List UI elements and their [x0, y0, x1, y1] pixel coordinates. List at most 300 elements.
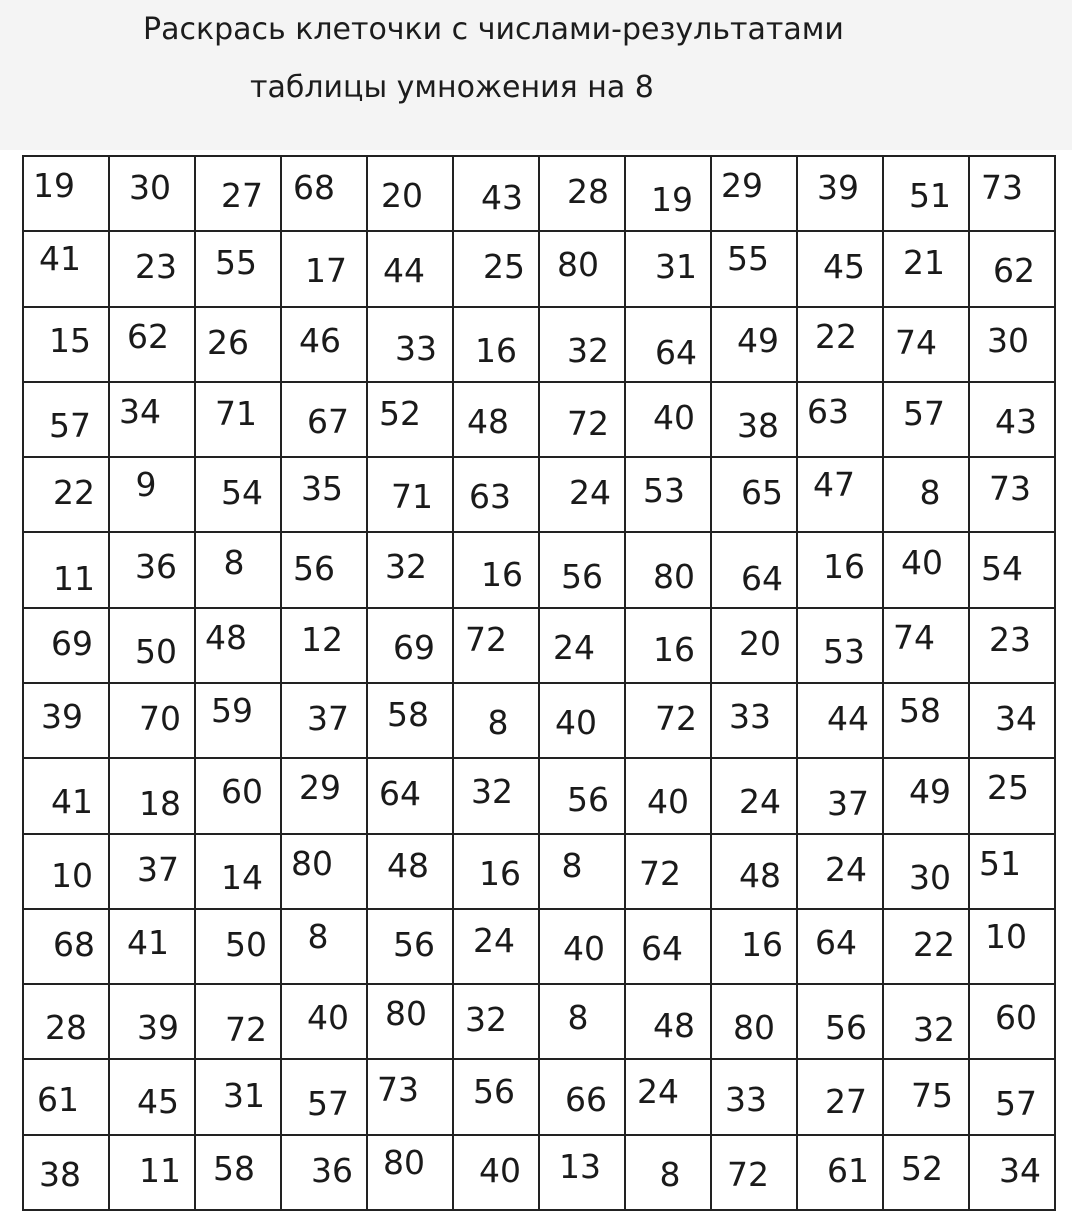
grid-cell[interactable]: [540, 232, 626, 307]
cell-number: 20: [381, 176, 423, 216]
grid-cell[interactable]: [970, 232, 1056, 307]
cell-number: 18: [139, 784, 181, 824]
cell-number: 34: [119, 391, 161, 431]
cell-number: 62: [993, 251, 1035, 291]
grid-cell[interactable]: [626, 759, 712, 834]
cell-number: 22: [53, 473, 95, 513]
grid-cell[interactable]: [282, 533, 368, 608]
cell-number: 13: [559, 1146, 601, 1186]
grid-cell[interactable]: [24, 533, 110, 608]
cell-number: 31: [655, 247, 697, 287]
grid-cell[interactable]: [24, 609, 110, 684]
grid-cell[interactable]: [712, 383, 798, 458]
grid-cell[interactable]: [970, 383, 1056, 458]
grid-cell[interactable]: [368, 609, 454, 684]
cell-number: 14: [221, 857, 263, 897]
cell-number: 16: [653, 629, 695, 669]
cell-number: 48: [467, 401, 509, 441]
grid-cell[interactable]: [196, 835, 282, 910]
grid-cell[interactable]: [110, 533, 196, 608]
cell-number: 61: [827, 1150, 869, 1190]
grid-cell[interactable]: [626, 533, 712, 608]
grid-cell[interactable]: [798, 985, 884, 1060]
grid-cell[interactable]: [884, 684, 970, 759]
grid-cell[interactable]: [540, 1060, 626, 1135]
grid-cell[interactable]: [368, 458, 454, 533]
cell-number: 60: [995, 998, 1037, 1038]
grid-cell[interactable]: [798, 458, 884, 533]
grid-cell[interactable]: [798, 910, 884, 985]
cell-number: 71: [391, 477, 433, 517]
grid-cell[interactable]: [712, 157, 798, 232]
cell-number: 8: [307, 916, 329, 956]
cell-number: 49: [909, 772, 951, 812]
cell-number: 73: [981, 168, 1023, 208]
cell-number: 48: [739, 855, 781, 895]
cell-number: 54: [221, 473, 263, 513]
grid-cell[interactable]: [110, 157, 196, 232]
cell-number: 30: [909, 857, 951, 897]
cell-number: 44: [827, 699, 869, 739]
grid-cell[interactable]: [24, 458, 110, 533]
grid-cell[interactable]: [540, 458, 626, 533]
cell-number: 71: [215, 393, 257, 433]
grid-cell[interactable]: [970, 157, 1056, 232]
grid-cell[interactable]: [196, 1136, 282, 1211]
title-line-1: Раскрась клеточки с числами-результатами: [143, 12, 844, 47]
grid-cell[interactable]: [24, 835, 110, 910]
cell-number: 32: [465, 1000, 507, 1040]
grid-cell[interactable]: [368, 1136, 454, 1211]
grid-cell[interactable]: [970, 910, 1056, 985]
cell-number: 72: [727, 1154, 769, 1194]
grid-cell[interactable]: [540, 609, 626, 684]
cell-number: 24: [553, 627, 595, 667]
cell-number: 17: [305, 251, 347, 291]
grid-cell[interactable]: [110, 308, 196, 383]
grid-cell[interactable]: [884, 910, 970, 985]
cell-number: 40: [555, 703, 597, 743]
cell-number: 64: [641, 928, 683, 968]
cell-number: 22: [913, 924, 955, 964]
grid-cell[interactable]: [24, 1060, 110, 1135]
cell-number: 60: [221, 772, 263, 812]
cell-number: 12: [301, 619, 343, 659]
cell-number: 30: [129, 168, 171, 208]
cell-number: 32: [567, 330, 609, 370]
cell-number: 23: [135, 247, 177, 287]
cell-number: 73: [989, 469, 1031, 509]
cell-number: 80: [733, 1008, 775, 1048]
grid-cell[interactable]: [970, 458, 1056, 533]
cell-number: 57: [307, 1083, 349, 1123]
cell-number: 32: [913, 1010, 955, 1050]
grid-cell[interactable]: [540, 684, 626, 759]
grid-cell[interactable]: [884, 383, 970, 458]
grid-cell[interactable]: [196, 759, 282, 834]
grid-cell[interactable]: [196, 383, 282, 458]
cell-number: 72: [465, 619, 507, 659]
grid-cell[interactable]: [540, 533, 626, 608]
grid-cell[interactable]: [282, 985, 368, 1060]
cell-number: 33: [725, 1079, 767, 1119]
grid-cell[interactable]: [24, 759, 110, 834]
grid-cell[interactable]: [712, 1060, 798, 1135]
grid-cell[interactable]: [798, 232, 884, 307]
grid-cell[interactable]: [626, 1136, 712, 1211]
cell-number: 47: [813, 465, 855, 505]
grid-cell[interactable]: [970, 1060, 1056, 1135]
cell-number: 68: [293, 168, 335, 208]
grid-cell[interactable]: [24, 383, 110, 458]
grid-cell[interactable]: [196, 533, 282, 608]
cell-number: 21: [903, 243, 945, 283]
cell-number: 72: [639, 853, 681, 893]
grid-cell[interactable]: [282, 835, 368, 910]
cell-number: 74: [895, 322, 937, 362]
grid-cell[interactable]: [540, 985, 626, 1060]
cell-number: 80: [291, 843, 333, 883]
grid-cell[interactable]: [970, 684, 1056, 759]
cell-number: 68: [53, 924, 95, 964]
grid-cell[interactable]: [540, 1136, 626, 1211]
cell-number: 74: [893, 617, 935, 657]
cell-number: 63: [469, 477, 511, 517]
grid-cell[interactable]: [712, 308, 798, 383]
cell-number: 40: [307, 998, 349, 1038]
grid-cell[interactable]: [884, 985, 970, 1060]
cell-number: 56: [561, 556, 603, 596]
cell-number: 62: [127, 316, 169, 356]
cell-number: 72: [225, 1010, 267, 1050]
grid-cell[interactable]: [798, 684, 884, 759]
grid-cell[interactable]: [712, 533, 798, 608]
grid-cell[interactable]: [368, 232, 454, 307]
grid-cell[interactable]: [24, 308, 110, 383]
cell-number: 24: [825, 849, 867, 889]
grid-cell[interactable]: [798, 759, 884, 834]
grid-cell[interactable]: [110, 1136, 196, 1211]
grid-cell[interactable]: [368, 1060, 454, 1135]
cell-number: 36: [135, 546, 177, 586]
cell-number: 40: [901, 542, 943, 582]
cell-number: 64: [815, 922, 857, 962]
grid-cell[interactable]: [24, 232, 110, 307]
cell-number: 37: [827, 784, 869, 824]
grid-cell[interactable]: [884, 835, 970, 910]
grid-cell[interactable]: [540, 383, 626, 458]
cell-number: 80: [557, 245, 599, 285]
cell-number: 8: [659, 1154, 681, 1194]
cell-number: 58: [213, 1148, 255, 1188]
cell-number: 22: [815, 316, 857, 356]
grid-cell[interactable]: [454, 533, 540, 608]
grid-cell[interactable]: [110, 383, 196, 458]
grid-cell[interactable]: [454, 232, 540, 307]
grid-cell[interactable]: [282, 232, 368, 307]
cell-number: 20: [739, 623, 781, 663]
grid-cell[interactable]: [540, 910, 626, 985]
grid-cell[interactable]: [626, 157, 712, 232]
grid-cell[interactable]: [970, 759, 1056, 834]
grid-cell[interactable]: [110, 1060, 196, 1135]
cell-number: 53: [643, 471, 685, 511]
number-grid: [22, 155, 1056, 1211]
cell-number: 70: [139, 699, 181, 739]
grid-cell[interactable]: [368, 835, 454, 910]
cell-number: 8: [561, 845, 583, 885]
grid-cell[interactable]: [368, 157, 454, 232]
cell-number: 45: [137, 1081, 179, 1121]
grid-cell[interactable]: [110, 759, 196, 834]
cell-number: 16: [823, 546, 865, 586]
grid-cell[interactable]: [454, 609, 540, 684]
cell-number: 52: [379, 393, 421, 433]
cell-number: 24: [569, 473, 611, 513]
grid-cell[interactable]: [196, 1060, 282, 1135]
cell-number: 8: [567, 998, 589, 1038]
cell-number: 52: [901, 1148, 943, 1188]
cell-number: 58: [899, 691, 941, 731]
cell-number: 40: [653, 397, 695, 437]
cell-number: 34: [995, 699, 1037, 739]
grid-cell[interactable]: [454, 1136, 540, 1211]
grid-cell[interactable]: [712, 232, 798, 307]
grid-cell[interactable]: [454, 157, 540, 232]
cell-number: 11: [139, 1150, 181, 1190]
grid-cell[interactable]: [626, 609, 712, 684]
grid-cell[interactable]: [282, 308, 368, 383]
grid-cell[interactable]: [282, 910, 368, 985]
grid-cell[interactable]: [454, 383, 540, 458]
grid-cell[interactable]: [110, 835, 196, 910]
cell-number: 80: [385, 994, 427, 1034]
grid-cell[interactable]: [24, 684, 110, 759]
grid-cell[interactable]: [970, 609, 1056, 684]
cell-number: 48: [387, 845, 429, 885]
cell-number: 64: [379, 774, 421, 814]
grid-cell[interactable]: [712, 985, 798, 1060]
grid-cell[interactable]: [712, 835, 798, 910]
grid-cell[interactable]: [798, 835, 884, 910]
grid-cell[interactable]: [196, 308, 282, 383]
cell-number: 37: [307, 699, 349, 739]
grid-cell[interactable]: [368, 383, 454, 458]
grid-cell[interactable]: [282, 1136, 368, 1211]
cell-number: 57: [903, 393, 945, 433]
cell-number: 26: [207, 322, 249, 362]
cell-number: 9: [135, 465, 157, 505]
grid-cell[interactable]: [970, 1136, 1056, 1211]
grid-cell[interactable]: [540, 835, 626, 910]
cell-number: 33: [395, 328, 437, 368]
grid-cell[interactable]: [798, 1136, 884, 1211]
grid-cell[interactable]: [540, 157, 626, 232]
grid-cell[interactable]: [368, 759, 454, 834]
grid-cell[interactable]: [196, 157, 282, 232]
cell-number: 80: [383, 1142, 425, 1182]
grid-cell[interactable]: [712, 1136, 798, 1211]
grid-cell[interactable]: [110, 458, 196, 533]
cell-number: 40: [479, 1150, 521, 1190]
grid-cell[interactable]: [454, 835, 540, 910]
grid-cell[interactable]: [368, 910, 454, 985]
grid-cell[interactable]: [282, 609, 368, 684]
grid-cell[interactable]: [970, 985, 1056, 1060]
cell-number: 55: [727, 239, 769, 279]
grid-cell[interactable]: [884, 157, 970, 232]
grid-cell[interactable]: [282, 1060, 368, 1135]
grid-cell[interactable]: [110, 232, 196, 307]
cell-number: 55: [215, 243, 257, 283]
grid-cell[interactable]: [626, 684, 712, 759]
grid-cell[interactable]: [454, 458, 540, 533]
grid-cell[interactable]: [626, 308, 712, 383]
grid-cell[interactable]: [798, 1060, 884, 1135]
grid-cell[interactable]: [626, 232, 712, 307]
grid-cell[interactable]: [884, 609, 970, 684]
grid-cell[interactable]: [884, 1060, 970, 1135]
grid-cell[interactable]: [368, 308, 454, 383]
grid-cell[interactable]: [454, 684, 540, 759]
cell-number: 11: [53, 558, 95, 598]
grid-cell[interactable]: [798, 157, 884, 232]
grid-cell[interactable]: [884, 1136, 970, 1211]
grid-cell[interactable]: [884, 533, 970, 608]
cell-number: 48: [653, 1006, 695, 1046]
grid-cell[interactable]: [110, 985, 196, 1060]
grid-cell[interactable]: [282, 383, 368, 458]
cell-number: 10: [51, 855, 93, 895]
cell-number: 25: [483, 247, 525, 287]
grid-cell[interactable]: [712, 759, 798, 834]
grid-cell[interactable]: [798, 383, 884, 458]
grid-cell[interactable]: [368, 684, 454, 759]
grid-cell[interactable]: [196, 609, 282, 684]
cell-number: 8: [223, 542, 245, 582]
cell-number: 53: [823, 631, 865, 671]
cell-number: 75: [911, 1075, 953, 1115]
grid-cell[interactable]: [884, 458, 970, 533]
cell-number: 45: [823, 247, 865, 287]
grid-cell[interactable]: [712, 458, 798, 533]
cell-number: 51: [909, 176, 951, 216]
grid-cell[interactable]: [24, 157, 110, 232]
grid-cell[interactable]: [110, 910, 196, 985]
grid-cell[interactable]: [24, 985, 110, 1060]
cell-number: 36: [311, 1150, 353, 1190]
cell-number: 57: [49, 405, 91, 445]
cell-number: 8: [919, 473, 941, 513]
cell-number: 41: [51, 782, 93, 822]
grid-cell[interactable]: [540, 308, 626, 383]
grid-cell[interactable]: [626, 910, 712, 985]
cell-number: 24: [473, 920, 515, 960]
grid-cell[interactable]: [196, 910, 282, 985]
cell-number: 49: [737, 320, 779, 360]
grid-cell[interactable]: [970, 835, 1056, 910]
cell-number: 16: [481, 554, 523, 594]
cell-number: 15: [49, 320, 91, 360]
grid-cell[interactable]: [454, 308, 540, 383]
cell-number: 29: [299, 768, 341, 808]
cell-number: 37: [137, 849, 179, 889]
cell-number: 24: [637, 1071, 679, 1111]
grid-cell[interactable]: [110, 684, 196, 759]
grid-cell[interactable]: [24, 1136, 110, 1211]
cell-number: 51: [979, 843, 1021, 883]
grid-cell[interactable]: [196, 985, 282, 1060]
grid-cell[interactable]: [454, 910, 540, 985]
cell-number: 43: [481, 178, 523, 218]
grid-cell[interactable]: [798, 609, 884, 684]
cell-number: 56: [393, 924, 435, 964]
grid-cell[interactable]: [626, 835, 712, 910]
grid-cell[interactable]: [884, 308, 970, 383]
grid-cell[interactable]: [712, 609, 798, 684]
grid-cell[interactable]: [884, 232, 970, 307]
grid-cell[interactable]: [798, 533, 884, 608]
grid-cell[interactable]: [626, 1060, 712, 1135]
grid-cell[interactable]: [282, 759, 368, 834]
grid-cell[interactable]: [626, 458, 712, 533]
grid-cell[interactable]: [626, 985, 712, 1060]
grid-cell[interactable]: [110, 609, 196, 684]
cell-number: 72: [655, 699, 697, 739]
cell-number: 27: [221, 176, 263, 216]
grid-cell[interactable]: [454, 985, 540, 1060]
grid-cell[interactable]: [196, 232, 282, 307]
grid-cell[interactable]: [282, 157, 368, 232]
cell-number: 25: [987, 768, 1029, 808]
cell-number: 64: [741, 558, 783, 598]
grid-cell[interactable]: [282, 684, 368, 759]
cell-number: 16: [475, 330, 517, 370]
cell-number: 66: [565, 1079, 607, 1119]
grid-cell[interactable]: [196, 684, 282, 759]
grid-cell[interactable]: [24, 910, 110, 985]
cell-number: 50: [225, 924, 267, 964]
grid-cell[interactable]: [368, 533, 454, 608]
cell-number: 28: [567, 172, 609, 212]
grid-cell[interactable]: [196, 458, 282, 533]
cell-number: 63: [807, 391, 849, 431]
cell-number: 56: [567, 780, 609, 820]
grid-cell[interactable]: [712, 910, 798, 985]
grid-cell[interactable]: [970, 533, 1056, 608]
grid-cell[interactable]: [712, 684, 798, 759]
cell-number: 41: [127, 922, 169, 962]
grid-cell[interactable]: [626, 383, 712, 458]
grid-cell[interactable]: [540, 759, 626, 834]
cell-number: 30: [987, 320, 1029, 360]
grid-cell[interactable]: [884, 759, 970, 834]
cell-number: 39: [41, 697, 83, 737]
grid-cell[interactable]: [970, 308, 1056, 383]
grid-cell[interactable]: [368, 985, 454, 1060]
cell-number: 28: [45, 1008, 87, 1048]
grid-cell[interactable]: [798, 308, 884, 383]
cell-number: 54: [981, 548, 1023, 588]
grid-cell[interactable]: [282, 458, 368, 533]
cell-number: 69: [51, 623, 93, 663]
cell-number: 16: [479, 853, 521, 893]
grid-cell[interactable]: [454, 1060, 540, 1135]
grid-cell[interactable]: [454, 759, 540, 834]
cell-number: 73: [377, 1069, 419, 1109]
cell-number: 34: [999, 1150, 1041, 1190]
cell-number: 65: [741, 473, 783, 513]
